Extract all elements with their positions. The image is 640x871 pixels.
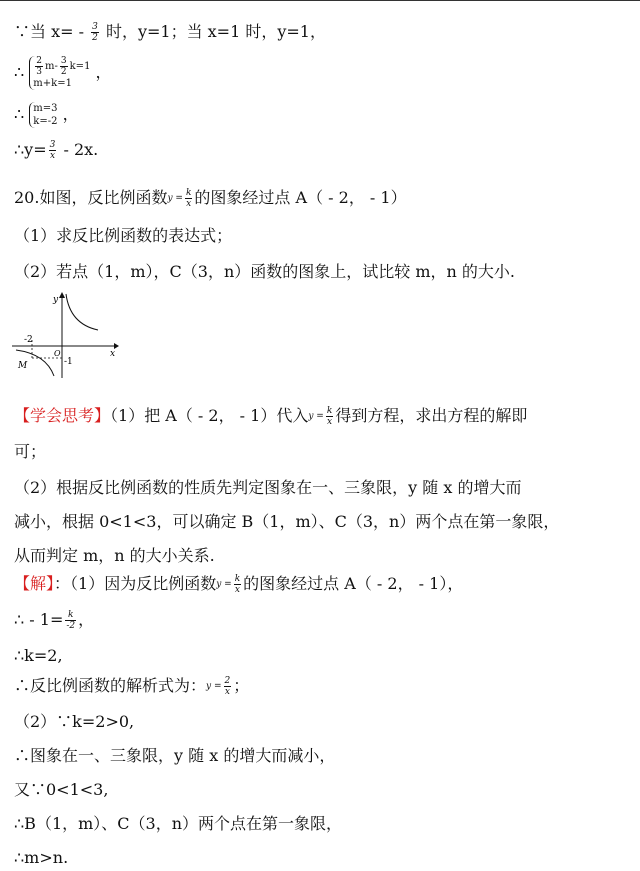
fraction: [234, 574, 241, 595]
frac-numerator: k: [65, 610, 76, 621]
frac-denominator: x: [49, 151, 56, 161]
problem-title: [14, 188, 407, 209]
solution-tag: 【解】: [14, 574, 55, 593]
solution-line-2: [14, 610, 94, 631]
comma: ，: [95, 62, 112, 82]
thinking-text-a: （1）把 A（ - 2， - 1）代入: [110, 406, 309, 425]
frac-denominator: x: [186, 199, 192, 209]
frac-numerator: 2: [36, 56, 43, 66]
system-row-2: k=-2: [33, 116, 58, 127]
thinking-line-1: [14, 406, 527, 427]
curve-first-quadrant: [66, 294, 98, 330]
function-y: y =: [167, 193, 183, 204]
problem-part-2: （2）若点（1，m），C（3，n）函数的图象上，试比较 m，n 的大小.: [14, 262, 515, 281]
thinking-line-2: 可；: [14, 442, 47, 461]
function-y: y =: [206, 681, 222, 692]
thinking-text-b: 得到方程，求出方程的解即: [335, 406, 528, 425]
solution-text-b: 的图象经过点 A（ - 2， - 1），: [243, 574, 464, 593]
function-graph: [10, 290, 120, 380]
solution-2-text-b: ，: [78, 610, 95, 629]
fraction: [91, 22, 99, 43]
solution-text-a: ：（1）因为反比例函数: [54, 574, 217, 593]
system-row-1-end: k=1: [69, 61, 91, 72]
prev-line-4-text-a: ∴y=: [14, 140, 47, 159]
prev-line-2: [14, 56, 112, 90]
frac-denominator: x: [327, 417, 333, 427]
therefore-symbol: ∴: [14, 62, 25, 82]
solution-line-3: ∴k=2,: [14, 646, 63, 665]
solution-line-4: [14, 676, 249, 697]
problem-part-1: （1）求反比例函数的表达式；: [14, 226, 233, 245]
equation-system: [29, 102, 57, 128]
function-y: y =: [308, 411, 324, 422]
frac-numerator: 3: [49, 140, 56, 150]
prev-line-4: [14, 140, 98, 161]
origin-label: O: [54, 349, 61, 358]
thinking-tag: 【学会思考】: [14, 406, 111, 425]
problem-text-a: 20.如图，反比例函数: [14, 188, 168, 207]
y-axis-arrow: [59, 292, 65, 298]
fraction: [35, 56, 43, 77]
solution-line-1: [14, 574, 463, 595]
problem-text-b: 的图象经过点 A（ - 2， - 1）: [194, 188, 407, 207]
solution-4-text-a: ∴反比例函数的解析式为：: [14, 676, 207, 695]
frac-denominator: -2: [66, 621, 76, 631]
solution-line-9: ∴m>n.: [14, 848, 69, 867]
fraction: [60, 56, 68, 77]
frac-numerator: k: [234, 574, 241, 584]
system-row-1: m=3: [33, 103, 58, 114]
frac-denominator: x: [224, 687, 230, 697]
x-axis-label: x: [110, 349, 116, 359]
system-row-1: [33, 56, 90, 77]
y-axis-label: y: [53, 295, 59, 305]
x-tick-label: -2: [24, 335, 33, 345]
frac-numerator: 3: [92, 22, 98, 32]
solution-line-8: ∴B（1，m）、C（3，n）两个点在第一象限，: [14, 814, 343, 833]
prev-line-4-text-b: - 2x.: [58, 140, 99, 159]
prev-line-1-text-a: ∵当 x= -: [14, 22, 85, 41]
comma: ，: [62, 104, 79, 124]
prev-line-1: [14, 22, 326, 43]
system-row-1-mid: m-: [45, 61, 58, 72]
thinking-line-4: 减小，根据 0<1<3，可以确定 B（1，m）、C（3，n）两个点在第一象限，: [14, 512, 560, 531]
fraction: [65, 610, 76, 631]
equation-system: [29, 56, 90, 90]
fraction: [49, 140, 57, 161]
fraction: [185, 188, 192, 209]
point-m-label: M: [18, 361, 28, 371]
system-row-2: m+k=1: [33, 78, 72, 89]
frac-numerator: k: [185, 188, 192, 198]
prev-line-1-text-b: 时，y=1；当 x=1 时，y=1，: [105, 22, 326, 41]
frac-numerator: k: [326, 406, 333, 416]
fraction: [326, 406, 333, 427]
solution-2-text-a: ∴ - 1=: [14, 610, 64, 629]
solution-line-7: 又∵0<1<3,: [14, 780, 109, 799]
thinking-line-3: （2）根据反比例函数的性质先判定图象在一、三象限，y 随 x 的增大而: [14, 478, 522, 497]
fraction: [224, 676, 232, 697]
solution-line-5: （2）∵k=2>0,: [14, 712, 135, 731]
frac-numerator: 3: [60, 56, 67, 66]
frac-denominator: 2: [92, 33, 98, 43]
frac-numerator: 2: [224, 676, 231, 686]
y-tick-label: -1: [64, 357, 73, 367]
function-y: y =: [216, 579, 232, 590]
therefore-symbol: ∴: [14, 104, 25, 124]
thinking-line-5: 从而判定 m，n 的大小关系.: [14, 546, 215, 565]
prev-line-3: [14, 102, 79, 128]
frac-denominator: x: [234, 585, 240, 595]
frac-denominator: 2: [60, 67, 67, 77]
frac-denominator: 3: [36, 67, 43, 77]
solution-4-text-b: ；: [233, 676, 250, 695]
top-border: [0, 0, 640, 1]
solution-line-6: ∴图象在一、三象限，y 随 x 的增大而减小，: [14, 746, 336, 765]
